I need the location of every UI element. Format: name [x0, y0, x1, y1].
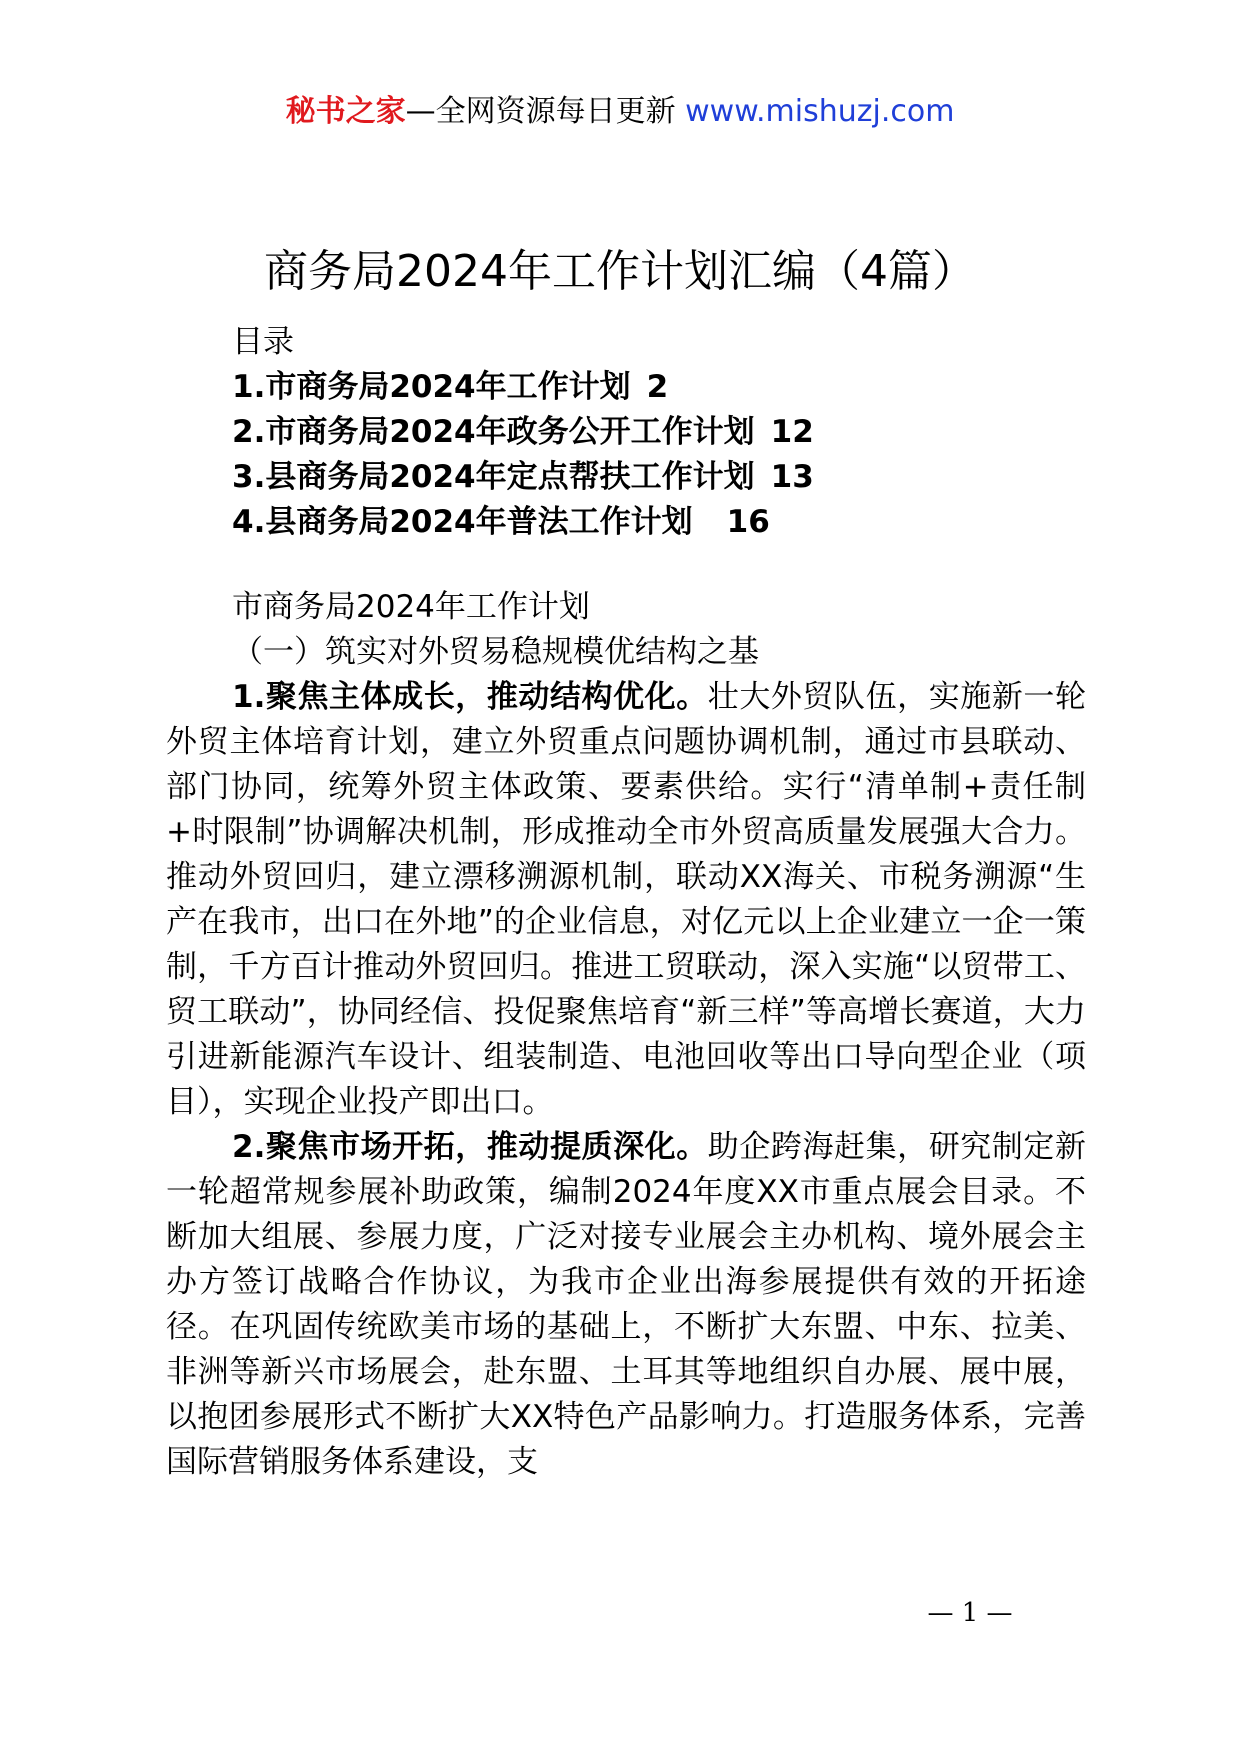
table-of-contents [232, 320, 1132, 545]
toc-item-page: 13 [770, 459, 814, 495]
site-tagline: —全网资源每日更新 [405, 94, 686, 129]
toc-heading: 目录 [232, 324, 294, 360]
toc-item-label: 1.市商务局2024年工作计划 [232, 369, 631, 405]
section-title: 市商务局2024年工作计划 [232, 589, 590, 625]
site-url-link[interactable]: www.mishuzj.com [685, 94, 955, 129]
document-title: 商务局2024年工作计划汇编（4篇） [264, 246, 976, 297]
paragraph-lead: 2.聚焦市场开拓，推动提质深化。 [232, 1129, 708, 1165]
toc-item[interactable] [232, 365, 1132, 410]
toc-item-label: 2.市商务局2024年政务公开工作计划 [232, 414, 755, 450]
toc-item[interactable] [232, 455, 1132, 500]
toc-item[interactable] [232, 410, 1132, 455]
paragraph-text: 助企跨海赶集，研究制定新一轮超常规参展补助政策，编制2024年度XX市重点展会目录。不断加大组展、参展力度，广泛对接专业展会主办机构、境外展会主办方签订战略合作协议，为我市企业出海参展提供有效的开拓途径。在巩固传统欧美市场的基础上，不断扩大东盟、中东、拉美、非洲等新兴市场展会，赴东盟、土耳其等地组织自办展、展中展，以抱团参展形式不断扩大XX特色产品影响力。打造服务体系，完善国际营销服务体系建设，支 [166, 1129, 1086, 1480]
site-header [0, 92, 1240, 132]
page-number: — 1 — [927, 1598, 1013, 1628]
toc-item-page: 16 [726, 504, 770, 540]
toc-item[interactable] [232, 500, 1132, 545]
section-subtitle: （一）筑实对外贸易稳规模优结构之基 [232, 634, 759, 670]
toc-item-page: 2 [646, 369, 669, 405]
body-paragraph [166, 1125, 1086, 1485]
toc-item-page: 12 [770, 414, 814, 450]
toc-item-label: 3.县商务局2024年定点帮扶工作计划 [232, 459, 755, 495]
site-brand: 秘书之家 [285, 94, 406, 129]
paragraph-text: 壮大外贸队伍，实施新一轮外贸主体培育计划，建立外贸重点问题协调机制，通过市县联动、部门协同，统筹外贸主体政策、要素供给。实行“清单制+责任制+时限制”协调解决机制，形成推动全市外贸高质量发展强大合力。推动外贸回归，建立漂移溯源机制，联动XX海关、市税务溯源“生产在我市，出口在外地”的企业信息，对亿元以上企业建立一企一策制，千方百计推动外贸回归。推进工贸联动，深入实施“以贸带工、贸工联动”，协同经信、投促聚焦培育“新三样”等高增长赛道，大力引进新能源汽车设计、组装制造、电池回收等出口导向型企业（项目），实现企业投产即出口。 [166, 679, 1086, 1120]
document-body [166, 585, 1086, 1485]
body-paragraph [166, 675, 1086, 1125]
toc-item-label: 4.县商务局2024年普法工作计划 [232, 504, 693, 540]
paragraph-lead: 1.聚焦主体成长，推动结构优化。 [232, 679, 708, 715]
